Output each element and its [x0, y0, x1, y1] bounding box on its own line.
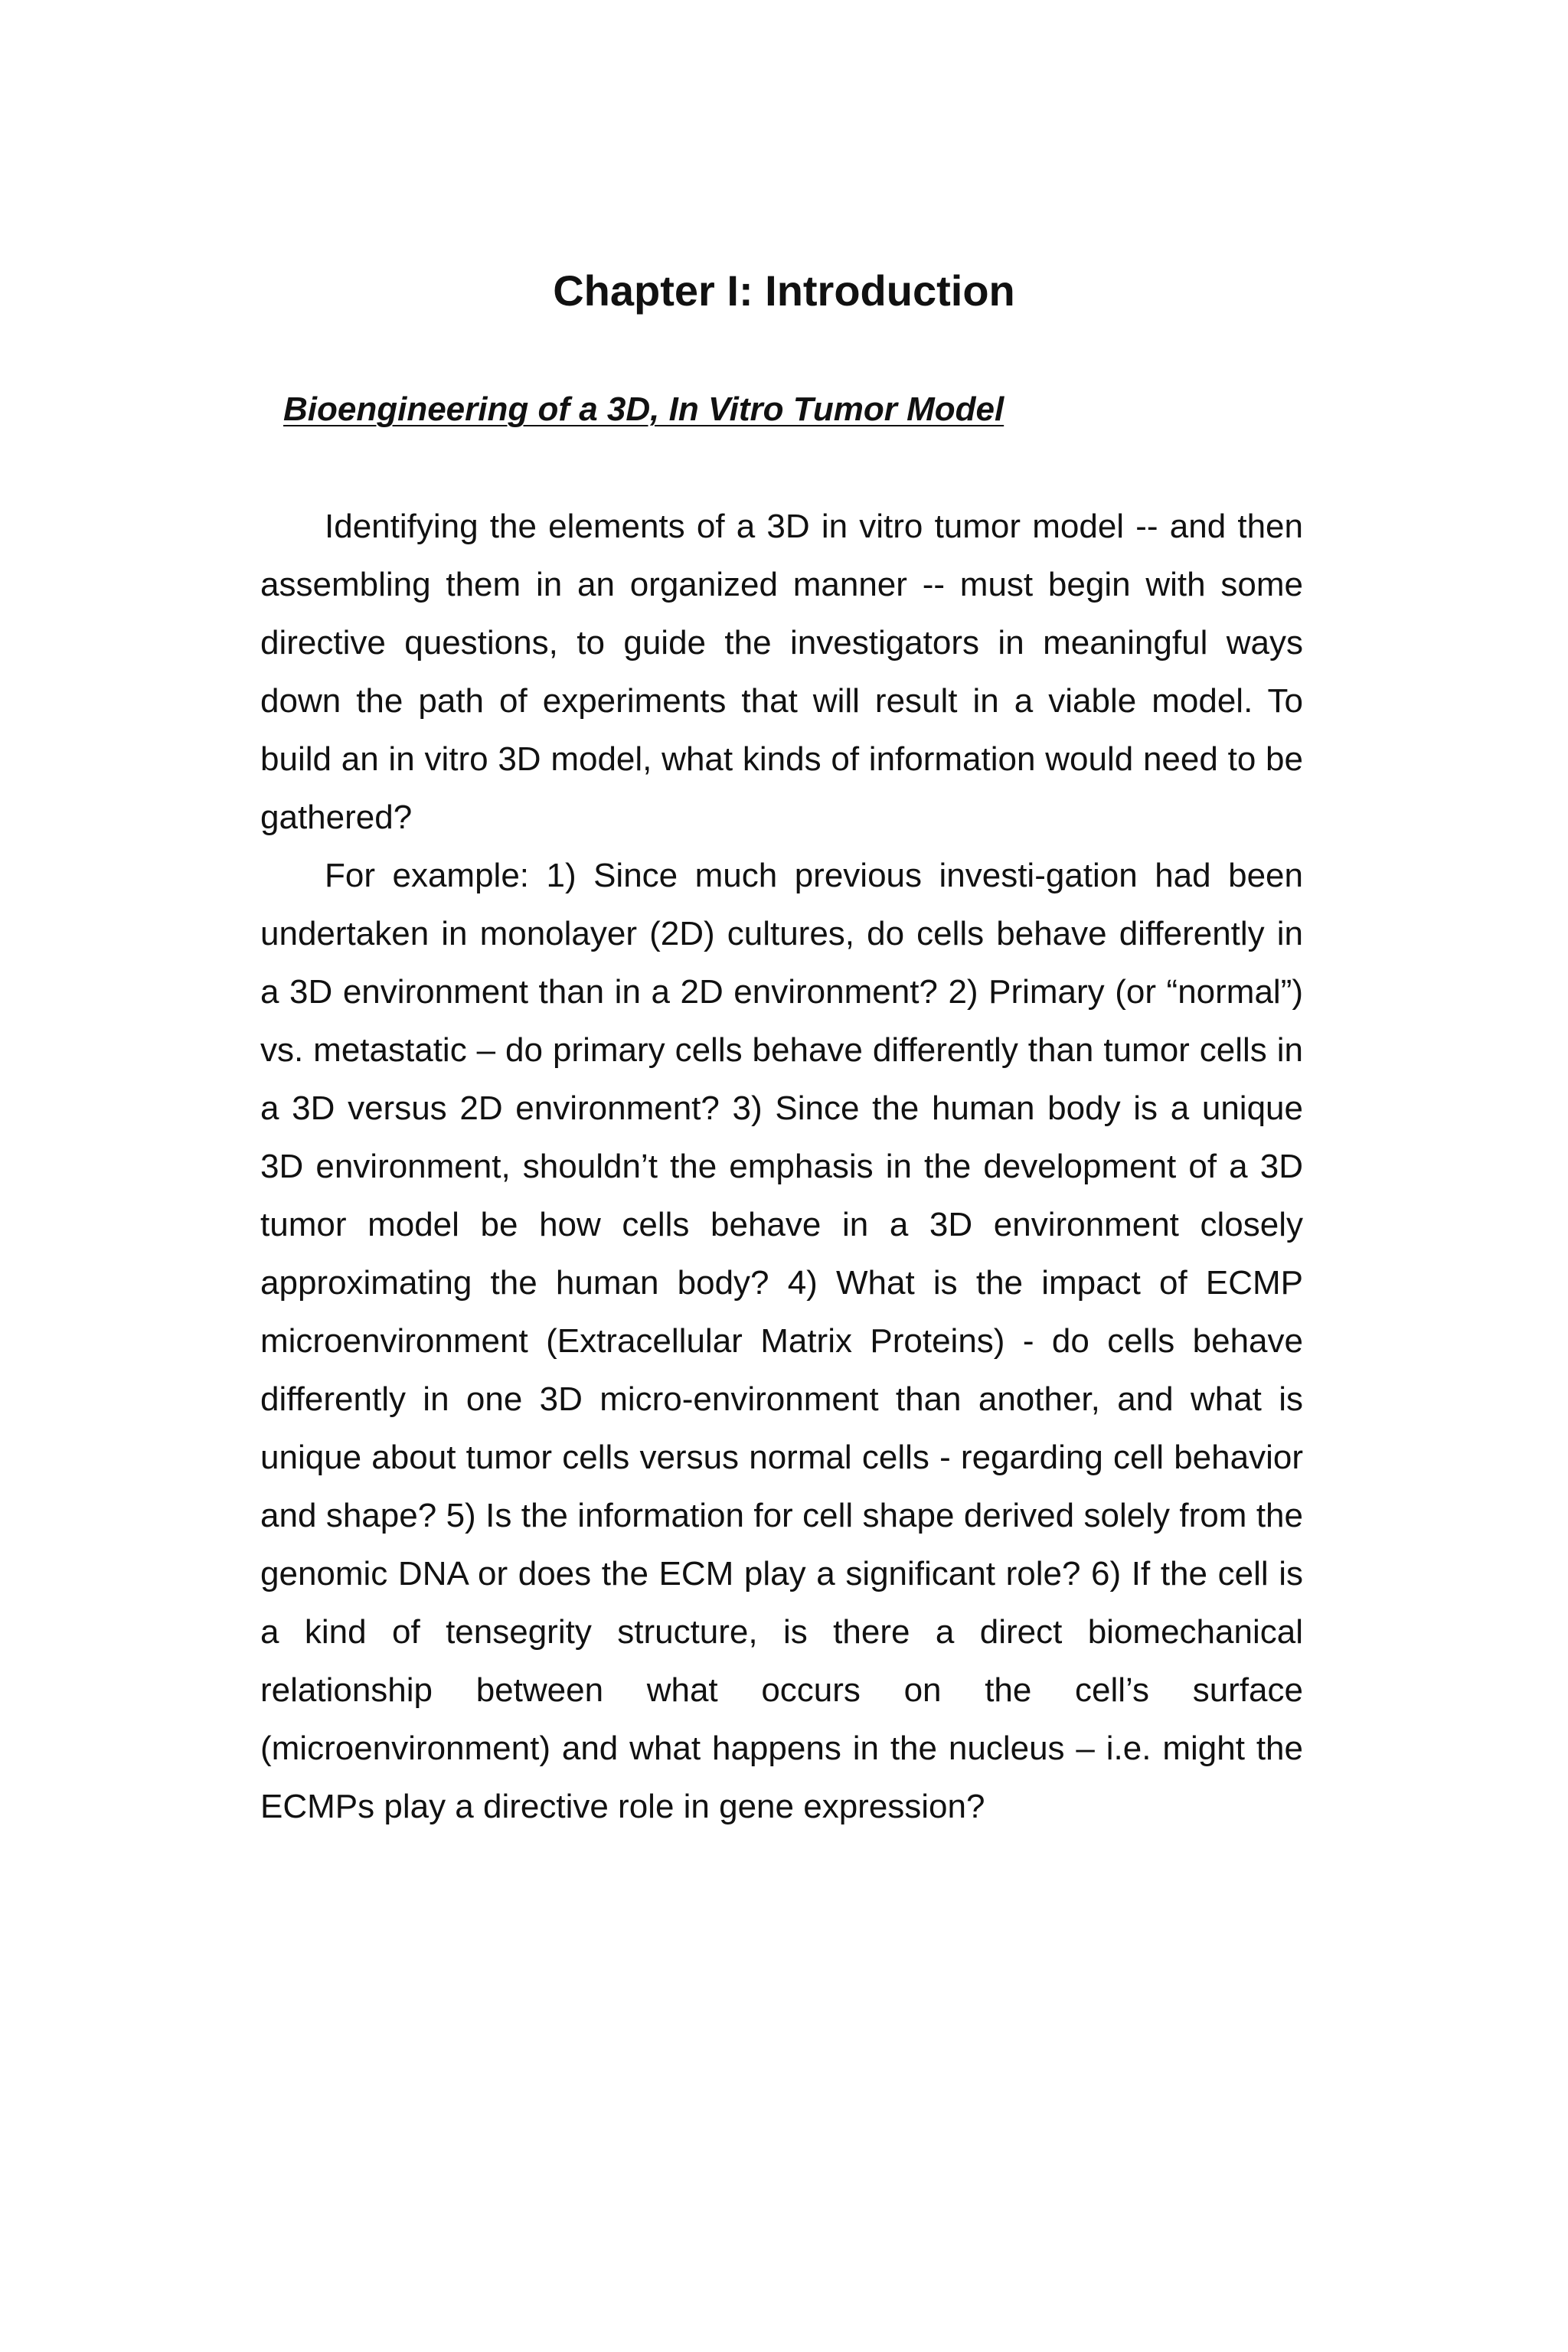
paragraph-intro: Identifying the elements of a 3D in vitro tumor model -- and then assembling them in an organized manner -- must begin with some directive questions, to guide the investigators in meaningful ways down the path of experiments that will result in a viable model. To build an in vitro 3D model, what kinds of information would need to be gathered?	[260, 508, 1303, 836]
section-heading: Bioengineering of a 3D, In Vitro Tumor Model	[283, 390, 1004, 428]
paragraph-questions: For example: 1) Since much previous investi-gation had been undertaken in monolayer (2D) cultures, do cells behave differently in a 3D environment than in a 2D environment? 2) Primary (or “normal”) vs. metastatic – do primary cells behave differently than tumor cells in a 3D versus 2D environment? 3) Since the human body is a unique 3D environment, shouldn’t the emphasis in the development of a 3D tumor model be how cells behave in a 3D environment closely approximating the human body? 4) What is the impact of ECMP microenvironment (Extracellular Matrix Proteins) - do cells behave differently in one 3D micro-environment than another, and what is unique about tumor cells versus normal cells - regarding cell behavior and shape? 5) Is the information for cell shape derived solely from the genomic DNA or does the ECM play a significant role? 6) If the cell is a kind of tensegrity structure, is there a direct biomechanical relationship between what occurs on the cell’s surface (microenvironment) and what happens in the nucleus – i.e. might the ECMPs play a directive role in gene expression?	[260, 857, 1303, 1825]
body-text	[260, 498, 1303, 1836]
chapter-title: Chapter I: Introduction	[553, 266, 1015, 315]
